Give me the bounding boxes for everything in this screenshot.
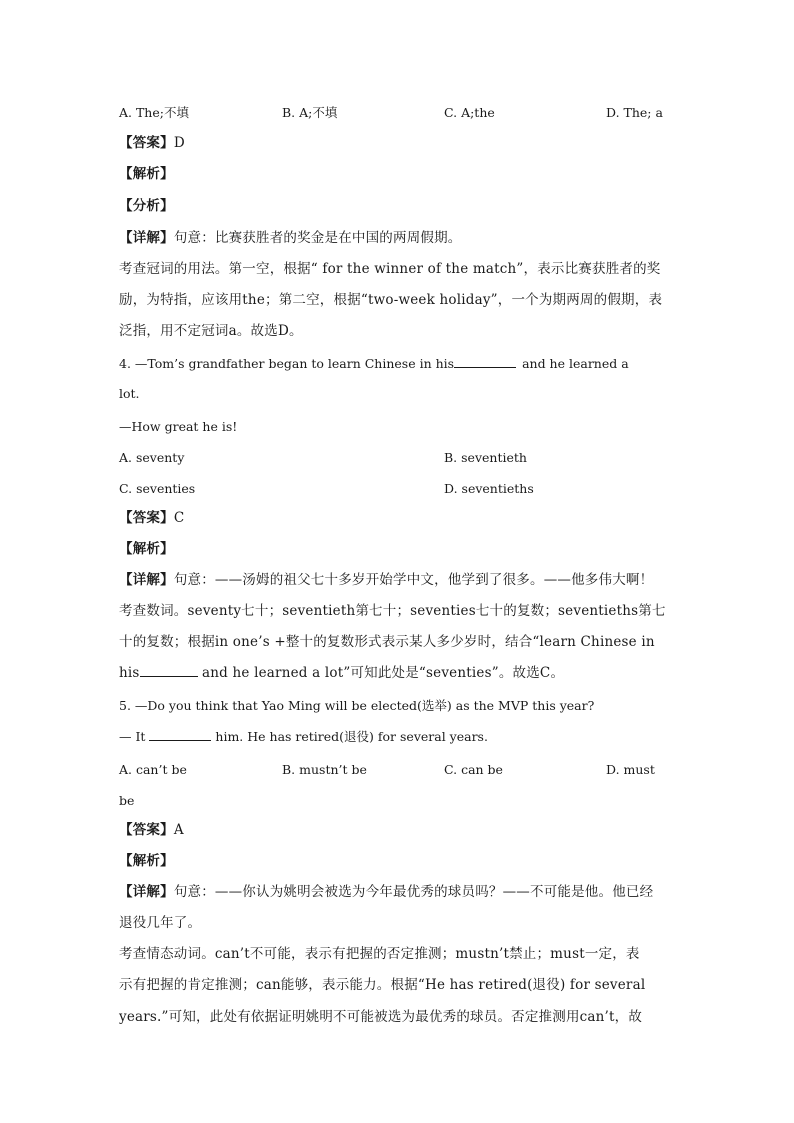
detail-text: 句意：——汤姆的祖父七十多岁开始学中文，他学到了很多。——他多伟大啊！: [173, 572, 654, 588]
answer-tag: 【答案】: [119, 822, 174, 838]
answer-blank: [454, 355, 516, 368]
q5-detail-2: 退役几年了。: [119, 915, 202, 931]
q3-fenxi-tag: 【分析】: [119, 198, 174, 214]
q3-detail-line: [119, 228, 462, 248]
q4-explain-1: 考查数词。seventy七十；seventieth第七十；seventies七十的复数；seventieths第七: [119, 603, 666, 619]
answer-tag: 【答案】: [119, 135, 174, 151]
q3-explain-1: 考查冠词的用法。第一空，根据“ for the winner of the match”，表示比赛获胜者的奖: [119, 261, 661, 277]
q3-option-a: A. The;不填: [119, 105, 189, 120]
detail-tag: 【详解】: [119, 230, 174, 246]
q5-reply-line: [119, 727, 488, 747]
q4-stem-b: and he learned a: [522, 356, 629, 371]
q5-option-d: D. must: [606, 762, 655, 777]
q4-explain-3: [119, 663, 564, 683]
q5-analysis-tag: 【解析】: [119, 853, 174, 869]
detail-text: 句意：——你认为姚明会被选为今年最优秀的球员吗？——不可能是他。他已经: [173, 884, 654, 900]
answer-blank: [140, 664, 198, 677]
q3-analysis-tag: 【解析】: [119, 166, 174, 182]
q5-answer-line: [119, 820, 184, 840]
answer-value: C: [173, 510, 185, 526]
q3-explain-3: 泛指，用不定冠词a。故选D。: [119, 323, 303, 339]
q5-option-b: B. mustn’t be: [282, 762, 367, 777]
q5-stem: 5. —Do you think that Yao Ming will be elected(选举) as the MVP this year?: [119, 698, 595, 713]
q4-stem-c: lot.: [119, 386, 140, 401]
q3-answer-line: [119, 133, 185, 153]
q4-option-a: A. seventy: [119, 450, 185, 465]
q4-option-b: B. seventieth: [444, 450, 527, 465]
q5-reply-b: him. He has retired(退役) for several years.: [211, 729, 488, 744]
answer-value: A: [173, 822, 184, 838]
q3-option-c: C. A;the: [444, 105, 495, 120]
q5-option-a: A. can’t be: [119, 762, 187, 777]
q5-explain-1: 考查情态动词。can’t不可能，表示有把握的否定推测；mustn’t禁止；must一定，表: [119, 946, 640, 962]
q3-option-b: B. A;不填: [282, 105, 338, 120]
q5-option-wrap: be: [119, 793, 135, 808]
answer-tag: 【答案】: [119, 510, 174, 526]
q4-option-d: D. seventieths: [444, 481, 534, 496]
q3-option-d: D. The; a: [606, 105, 663, 120]
q4-explain-3b: and he learned a lot”可知此处是“seventies”。故选C。: [197, 665, 565, 681]
answer-blank: [149, 728, 211, 741]
q3-explain-2: 励，为特指，应该用the；第二空，根据“two-week holiday”，一个为期两周的假期，表: [119, 292, 663, 308]
detail-tag: 【详解】: [119, 572, 174, 588]
q4-answer-line: [119, 508, 184, 528]
q5-reply-a: — It: [119, 729, 150, 744]
q5-explain-3: years.”可知，此处有依据证明姚明不可能被选为最优秀的球员。否定推测用can’t，故: [119, 1009, 643, 1025]
q5-detail-line: [119, 882, 653, 902]
q4-reply: —How great he is!: [119, 419, 238, 434]
answer-value: D: [173, 135, 185, 151]
q4-explain-2: 十的复数；根据in one’s +整十的复数形式表示某人多少岁时，结合“learn Chinese in: [119, 634, 655, 650]
q4-stem-a: 4. —Tom’s grandfather began to learn Chinese in his: [119, 356, 455, 371]
q4-detail-line: [119, 570, 653, 590]
detail-text: 句意：比赛获胜者的奖金是在中国的两周假期。: [173, 230, 462, 246]
q4-stem-line: [119, 354, 629, 374]
detail-tag: 【详解】: [119, 884, 174, 900]
q4-option-c: C. seventies: [119, 481, 196, 496]
q5-explain-2: 示有把握的肯定推测；can能够，表示能力。根据“He has retired(退役) for several: [119, 977, 646, 993]
q4-analysis-tag: 【解析】: [119, 541, 174, 557]
q4-explain-3a: his: [119, 665, 140, 681]
q5-option-c: C. can be: [444, 762, 503, 777]
